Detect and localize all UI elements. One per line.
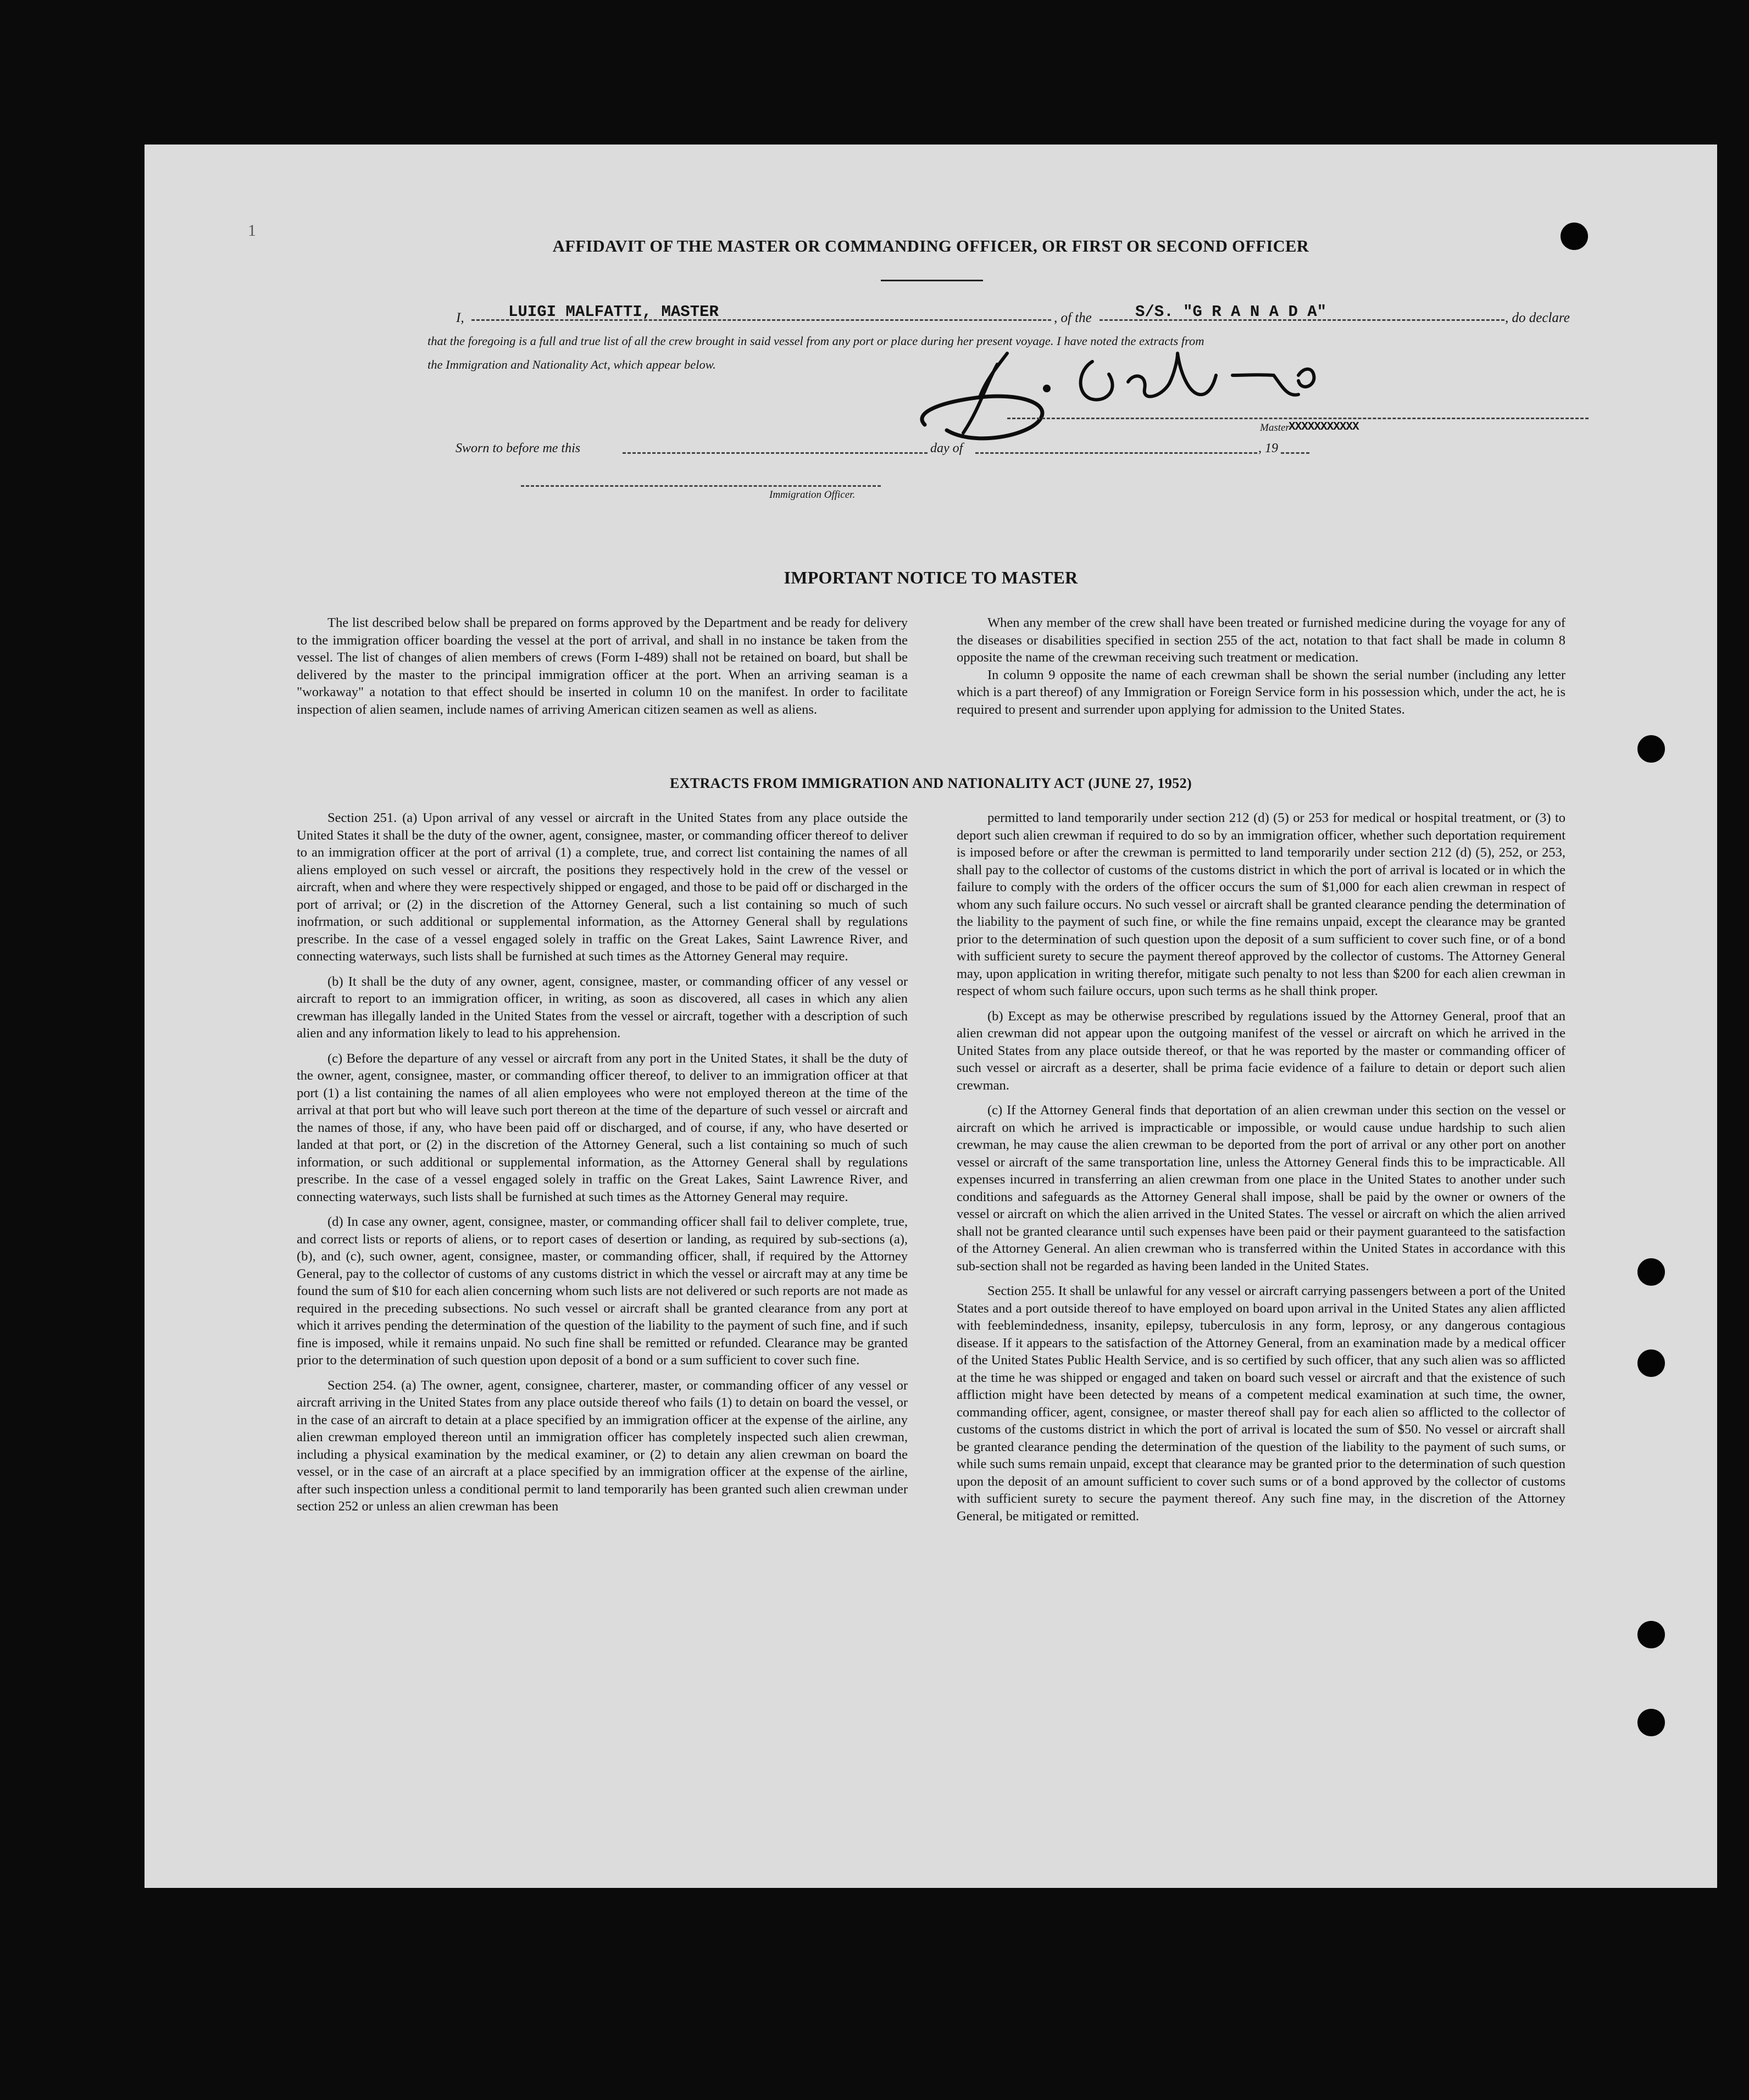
immigration-officer-line	[521, 485, 881, 487]
master-signature	[903, 342, 1452, 452]
extract-right-paragraph: Section 255. It shall be unlawful for any vessel or aircraft carrying passengers between a port of the United States and a port outside thereof to have employed on board upon arrival in the United States any alien afflicted with feeblemindedness, insanity, epilepsy, tuberculosis in any form, leprosy, or any dangerous contagious disease. If it appears to the satisfaction of the Attorney General, from an examination made by a medical officer of the United States Public Health Service, and is so certified by such officer, that any such alien was so afflicted at the time he was shipped or engaged and taken on board such vessel or aircraft and that the existence of such affliction might have been detected by means of a competent medical examination at such time, the owner, commanding officer, agent, consignee, or master thereof shall pay for each alien so afflicted to the collector of customs of the customs district in which the port of arrival is located the sum of $50. No vessel or aircraft shall be granted clearance pending the determination of the question of the liability to the payment of such sums, or while such sums remain unpaid, except that clearance may be granted prior to the determination of such question upon the deposit of an amount sufficient to cover such sums or of a bond approved by the collector of customs with sufficient surety to secure the payment thereof. Any such fine may, in the discretion of the Attorney General, be mitigated or remitted.	[957, 1284, 1565, 1524]
extract-right-paragraph: permitted to land temporarily under section 212 (d) (5) or 253 for medical or hospital treatment, or (3) to deport such alien crewman if required to do so by an immigration officer, whether such deportation requirement is imposed before or after the crewman is permitted to land temporarily under section 212 (d) (5), 252, or 253, shall pay to the collector of customs of the customs district in which the port of arrival is located or in which the failure to comply with the orders of the officer occurs the sum of $1,000 for each alien crewman in respect of whom any such failure occurs. No such vessel or aircraft shall be granted clearance pending the determination of the liability to the payment of such fine, or while the fine remains unpaid, except the clearance may be granted prior to the determination of such question upon the deposit of a sum sufficient to cover such fine, or of a bond with sufficient surety to secure the payment thereof approved by the collector of customs. The Attorney General may, upon application in writing therefor, mitigate such penalty to not less than $200 for each alien crewman in respect of whom such failure occurs, upon such terms as he shall think proper.	[957, 810, 1565, 998]
month-line	[975, 452, 1257, 454]
do-declare-label: , do declare	[1505, 310, 1570, 325]
master-signature-line	[1007, 418, 1589, 419]
binder-hole	[1637, 735, 1665, 763]
notice-right-column	[957, 614, 1565, 726]
master-label: Master	[1260, 422, 1290, 434]
margin-mark: 1	[248, 221, 256, 240]
declaration-line-1: that the foregoing is a full and true list of all the crew brought in said vessel from any port or place during her present voyage. I have noted the extracts from	[427, 334, 1204, 348]
affidavit-title: AFFIDAVIT OF THE MASTER OR COMMANDING OFFICER, OR FIRST OR SECOND OFFICER	[552, 237, 1309, 255]
vessel-fill-line	[1100, 319, 1504, 321]
extracts-left-column	[297, 809, 908, 1523]
notice-title: IMPORTANT NOTICE TO MASTER	[784, 568, 1078, 587]
extracts-title: EXTRACTS FROM IMMIGRATION AND NATIONALITY ACT (JUNE 27, 1952)	[669, 775, 1192, 791]
notice-left-column	[297, 614, 908, 726]
day-of-label: day of	[930, 441, 963, 455]
extract-left-paragraph: (d) In case any owner, agent, consignee, master, or commanding officer shall fail to deliver complete, true, and correct lists or reports of aliens, or to report cases of desertion or landing, as required by sub-sections (a), (b), and (c), such owner, agent, consignee, master, or commanding officer, shall, if required by the Attorney General, pay to the collector of customs of any customs district in which the vessel or aircraft may at any time be found the sum of $10 for each alien concerning whom such lists are not delivered or such reports are not made as required in the preceding subsections. No such vessel or aircraft shall be granted clearance from any port at which it arrives pending the determination of the question of the liability to the payment of such fine, and if such fine is imposed, while it remains unpaid. No such fine shall be remitted or refunded. Clearance may be granted prior to the determination of such question upon deposit of a bond or a sum sufficient to cover such fine.	[297, 1214, 908, 1368]
document-page	[145, 145, 1717, 1888]
immigration-officer-label: Immigration Officer.	[769, 489, 856, 501]
notice-right-paragraph-2: In column 9 opposite the name of each crewman shall be shown the serial number (including any letter which is a part thereof) of any Immigration or Foreign Service form in his possession which, under the act, he is required to present and surrender upon applying for admission to the United States.	[957, 667, 1565, 717]
binder-hole	[1561, 223, 1588, 250]
master-struck-text: XXXXXXXXXXX	[1289, 421, 1359, 434]
year-label: , 19	[1258, 441, 1278, 455]
extracts-right-column	[957, 809, 1565, 1532]
extract-left-paragraph: Section 251. (a) Upon arrival of any vessel or aircraft in the United States from any place outside the United States it shall be the duty of the owner, agent, consignee, master, or commanding officer thereof to deliver to an immigration officer at the port of arrival (1) a complete, true, and correct list containing the names of all aliens employed on such vessel or aircraft, the positions they respectively hold in the crew of the vessel or aircraft, when and where they were respectively shipped or engaged, and those to be paid off or discharged in the port of arrival; or (2) in the discretion of the Attorney General, such a list containing so much of such inofrmation, or such additional or supplemental information, as the Attorney General shall by regulations prescribe. In the case of a vessel engaged solely in traffic on the Great Lakes, Saint Lawrence River, and connecting waterways, such lists shall be furnished at such times as the Attorney General may require.	[297, 810, 908, 964]
sworn-date-line	[623, 452, 928, 454]
declaration-line-2: the Immigration and Nationality Act, which appear below.	[427, 358, 716, 371]
sworn-label: Sworn to before me this	[456, 441, 581, 455]
binder-hole	[1637, 1258, 1665, 1286]
extract-left-paragraph: (b) It shall be the duty of any owner, agent, consignee, master, or commanding officer of any vessel or aircraft to report to an immigration officer, in writing, as soon as discovered, all cases in which any alien crewman has illegally landed in the United States from the vessel or aircraft, together with a description of such alien and any information likely to lead to his apprehension.	[297, 974, 908, 1041]
extract-left-paragraph: (c) Before the departure of any vessel or aircraft from any port in the United States, it shall be the duty of the owner, agent, consignee, master, or commanding officer thereof, to deliver to an immigration officer at that port (1) a list containing the names of all alien employees who were not employed thereon at the time of the arrival at that port but who will leave such port thereon at the time of the departure of such vessel or aircraft and the names of those, if any, who have been paid off or discharged, and of course, if any, who have deserted or landed at that port, or (2) in the discretion of the Attorney General, such a list containing so much of such information, or such additional or supplemental information, as the Attorney General shall by regulations prescribe. In the case of a vessel engaged solely in traffic on the Great Lakes, Saint Lawrence River, and connecting waterways, such lists shall be furnished at such times as the Attorney General may require.	[297, 1051, 908, 1204]
extract-right-paragraph: (b) Except as may be otherwise prescribed by regulations issued by the Attorney General, proof that an alien crewman did not appear upon the outgoing manifest of the vessel or aircraft on which he arrived in the United States from any place outside thereof, or that he was reported by the master or commanding officer of such vessel or aircraft as a deserter, shall be prima facie evidence of a failure to detain or deport such alien crewman.	[957, 1008, 1565, 1093]
notice-left-paragraph: The list described below shall be prepared on forms approved by the Department and be ready for delivery to the immigration officer boarding the vessel at the port of arrival, and shall in no instance be taken from the vessel. The list of changes of alien members of crews (Form I-489) shall not be retained on board, but shall be delivered by the master to the principal immigration officer at the port. When an arriving seaman is a "workaway" a notation to that effect should be inserted in column 10 on the manifest. In order to facilitate inspection of alien seamen, include names of arriving American citizen seamen as well as aliens.	[297, 615, 908, 717]
master-name-typed: LUIGI MALFATTI, MASTER	[508, 303, 719, 321]
extract-right-paragraph: (c) If the Attorney General finds that deportation of an alien crewman under this section on the vessel or aircraft on which he arrived is impracticable or impossible, or would cause undue hardship to such alien crewman, he may cause the alien crewman to be deported from the port of arrival or any other port on another vessel or aircraft of the same transportation line, unless the Attorney General finds this to be impracticable. All expenses incurred in transferring an alien crewman from one place in the United States to another under such conditions and safeguards as the Attorney General shall impose, shall be paid by the owner or owners of the vessel or aircraft on which the alien arrived in the United States. The vessel or aircraft on which the alien arrived shall not be granted clearance until such expenses have been paid or their payment guaranteed to the satisfaction of the Attorney General. An alien crewman who is transferred within the United States in accordance with this sub-section shall not be regarded as having been landed in the United States.	[957, 1103, 1565, 1274]
binder-hole	[1637, 1621, 1665, 1648]
extract-left-paragraph: Section 254. (a) The owner, agent, consignee, charterer, master, or commanding officer of any vessel or aircraft arriving in the United States from any place outside thereof who fails (1) to detain on board the vessel, or in the case of an aircraft to detain at a place specified by an immigration officer at the expense of the airline, any alien crewman employed thereon until an immigration officer has completely inspected such alien crewman, including a physical examination by the medical examiner, or (2) to detain any alien crewman on board the vessel, or in the case of an aircraft at a place specified by an immigration officer at the expense of the airline, after such inspection unless a conditional permit to land temporarily has been granted such alien crewman under section 252 or unless an alien crewman has been	[297, 1377, 908, 1514]
i-label: I,	[456, 310, 464, 325]
vessel-name-typed: S/S. "G R A N A D A"	[1135, 303, 1327, 321]
notice-right-paragraph-1: When any member of the crew shall have been treated or furnished medicine during the voyage for any of the diseases or disabilities specified in section 255 of the act, notation to that fact shall be made in column 8 opposite the name of the crewman receiving such treatment or medication.	[957, 615, 1565, 665]
binder-hole	[1637, 1709, 1665, 1736]
year-line	[1281, 452, 1309, 454]
name-fill-line	[471, 319, 1051, 321]
of-the-label: , of the	[1054, 310, 1092, 325]
title-rule	[881, 280, 983, 281]
binder-hole	[1637, 1349, 1665, 1377]
